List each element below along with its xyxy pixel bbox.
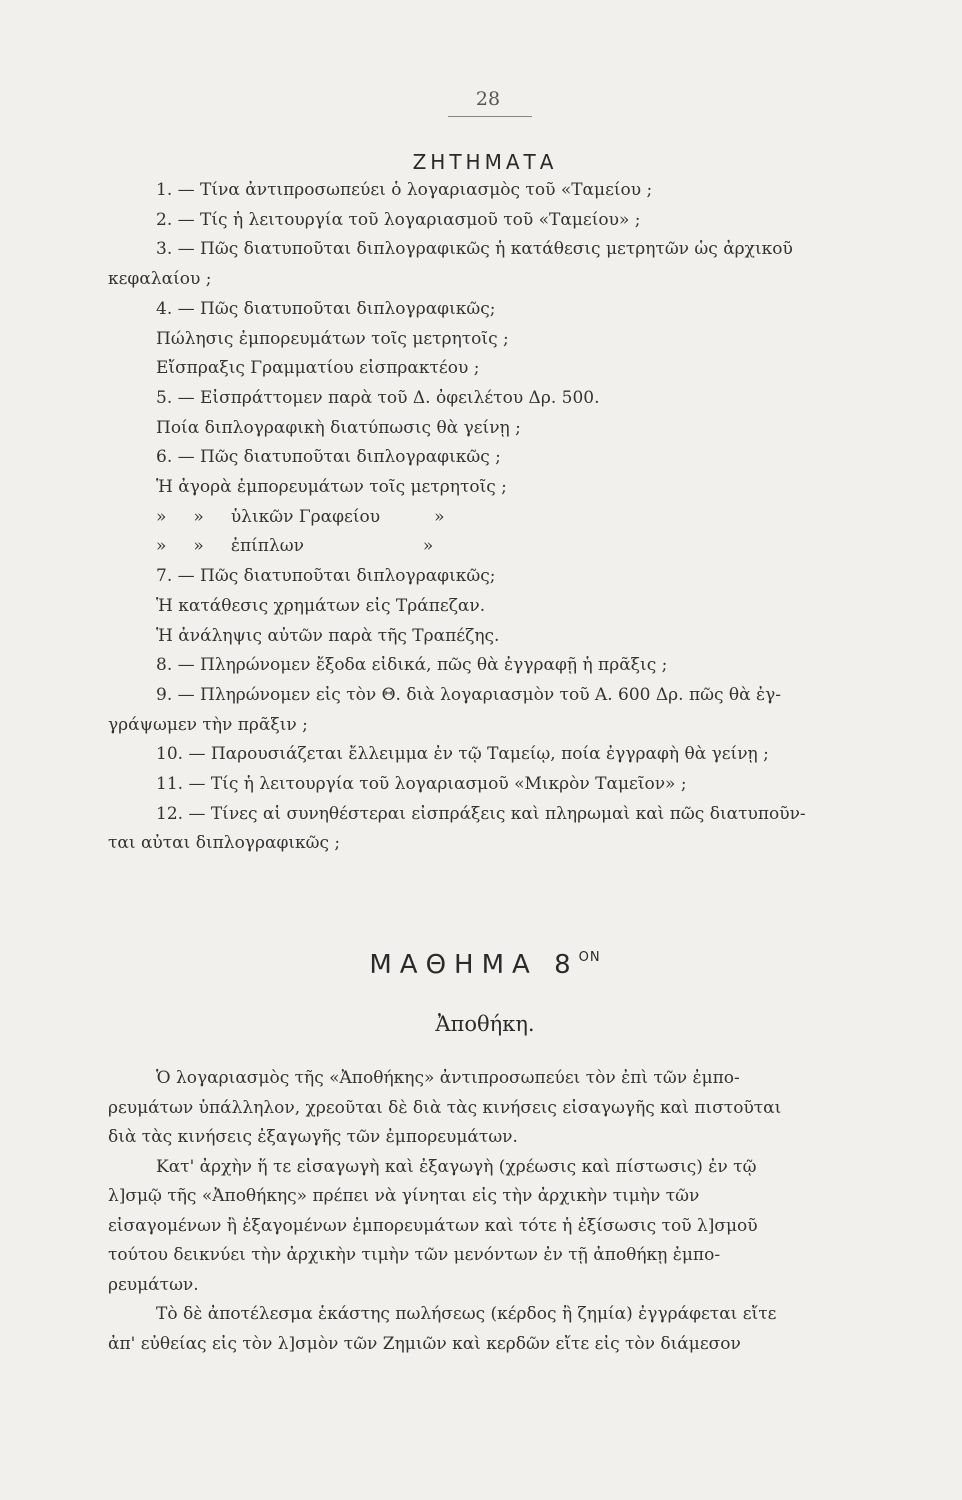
body-line: Τὸ δὲ ἀποτέλεσμα ἑκάστης πωλήσεως (κέρδος ἢ ζημία) ἐγγράφεται εἴτε <box>156 1304 777 1324</box>
body-line: Κατ' ἀρχὴν ἥ τε εἰσαγωγὴ καὶ ἐξαγωγὴ (χρέωσις καὶ πίστωσις) ἐν τῷ <box>156 1156 757 1177</box>
body-line: διὰ τὰς κινήσεις ἐξαγωγῆς τῶν ἐμπορευμάτων. <box>108 1127 518 1147</box>
question-line: 11. — Τίς ἡ λειτουργία τοῦ λογαριασμοῦ «Μικρὸν Ταμεῖον» ; <box>156 774 687 795</box>
question-line: ται αὐται διπλογραφικῶς ; <box>108 833 341 854</box>
question-line: 5. — Εἰσπράττομεν παρὰ τοῦ Δ. ὀφειλέτου Δρ. 500. <box>156 387 600 408</box>
question-line: 10. — Παρουσιάζεται ἔλλειμμα ἐν τῷ Ταμείῳ, ποία ἐγγραφὴ θὰ γείνῃ ; <box>156 744 769 765</box>
section-title: ΖΗΤΗΜΑΤΑ <box>412 150 558 174</box>
question-line: 12. — Τίνες αἱ συνηθέστεραι εἰσπράξεις καὶ πληρωμαὶ καὶ πῶς διατυποῦν- <box>156 803 806 824</box>
question-line: κεφαλαίου ; <box>108 269 212 290</box>
lesson-body <box>108 1064 868 1359</box>
question-line: » » ἐπίπλων » <box>156 536 434 557</box>
question-line: γράψωμεν τὴν πρᾶξιν ; <box>108 714 308 735</box>
body-line: τούτου δεικνύει τὴν ἀρχικὴν τιμὴν τῶν μενόντων ἐν τῇ ἀποθήκῃ ἐμπο- <box>108 1245 721 1265</box>
question-line: 2. — Τίς ἡ λειτουργία τοῦ λογαριασμοῦ τοῦ «Ταμείου» ; <box>156 209 641 230</box>
question-line: 6. — Πῶς διατυποῦται διπλογραφικῶς ; <box>156 447 501 468</box>
questions-list <box>108 176 868 859</box>
body-line: λ]σμῷ τῆς «Ἀποθήκης» πρέπει νὰ γίνηται εἰς τὴν ἀρχικὴν τιμὴν τῶν <box>108 1186 700 1206</box>
lesson-title <box>0 950 962 980</box>
question-line: Εἴσπραξις Γραμματίου εἰσπρακτέου ; <box>156 358 480 379</box>
question-line: 7. — Πῶς διατυποῦται διπλογραφικῶς; <box>156 566 496 587</box>
question-line: Ποία διπλογραφικὴ διατύπωσις θὰ γείνῃ ; <box>156 417 521 438</box>
question-line: 4. — Πῶς διατυποῦται διπλογραφικῶς; <box>156 298 496 319</box>
body-line: ἀπ' εὐθείας εἰς τὸν λ]σμὸν τῶν Ζημιῶν καὶ κερδῶν εἴτε εἰς τὸν διάμεσον <box>108 1333 741 1354</box>
question-line: 3. — Πῶς διατυποῦται διπλογραφικῶς ἡ κατάθεσις μετρητῶν ὡς ἀρχικοῦ <box>156 239 793 260</box>
question-line: » » ὑλικῶν Γραφείου » <box>156 506 445 527</box>
question-line: 8. — Πληρώνομεν ἔξοδα εἰδικά, πῶς θὰ ἐγγραφῇ ἡ πρᾶξις ; <box>156 655 668 676</box>
question-line: 9. — Πληρώνομεν εἰς τὸν Θ. διὰ λογαριασμὸν τοῦ Α. 600 Δρ. πῶς θὰ ἐγ- <box>156 684 782 705</box>
question-line: Πώλησις ἐμπορευμάτων τοῖς μετρητοῖς ; <box>156 328 509 349</box>
question-line: Ἡ ἀγορὰ ἐμπορευμάτων τοῖς μετρητοῖς ; <box>156 477 507 498</box>
question-line: Ἡ κατάθεσις χρημάτων εἰς Τράπεζαν. <box>156 595 486 616</box>
lesson-title-text: ΜΑΘΗΜΑ 8 <box>369 950 579 980</box>
body-line: ρευμάτων. <box>108 1274 199 1295</box>
question-line: 1. — Τίνα ἀντιπροσωπεύει ὁ λογαριασμὸς τοῦ «Ταμείου ; <box>156 180 653 200</box>
page-number-rule <box>448 116 532 117</box>
body-line: Ὁ λογαριασμὸς τῆς «Ἀποθήκης» ἀντιπροσωπεύει τὸν ἐπὶ τῶν ἐμπο- <box>156 1068 740 1088</box>
lesson-title-superscript: ΟΝ <box>578 950 601 965</box>
body-line: εἰσαγομένων ἢ ἐξαγομένων ἐμπορευμάτων καὶ τότε ἡ ἐξίσωσις τοῦ λ]σμοῦ <box>108 1215 758 1236</box>
page-number: 28 <box>475 88 501 110</box>
lesson-subtitle: Ἀποθήκη. <box>435 1012 535 1036</box>
body-line: ρευμάτων ὑπάλληλον, χρεοῦται δὲ διὰ τὰς κινήσεις εἰσαγωγῆς καὶ πιστοῦται <box>108 1097 782 1118</box>
question-line: Ἡ ἀνάληψις αὐτῶν παρὰ τῆς Τραπέζης. <box>156 625 500 646</box>
